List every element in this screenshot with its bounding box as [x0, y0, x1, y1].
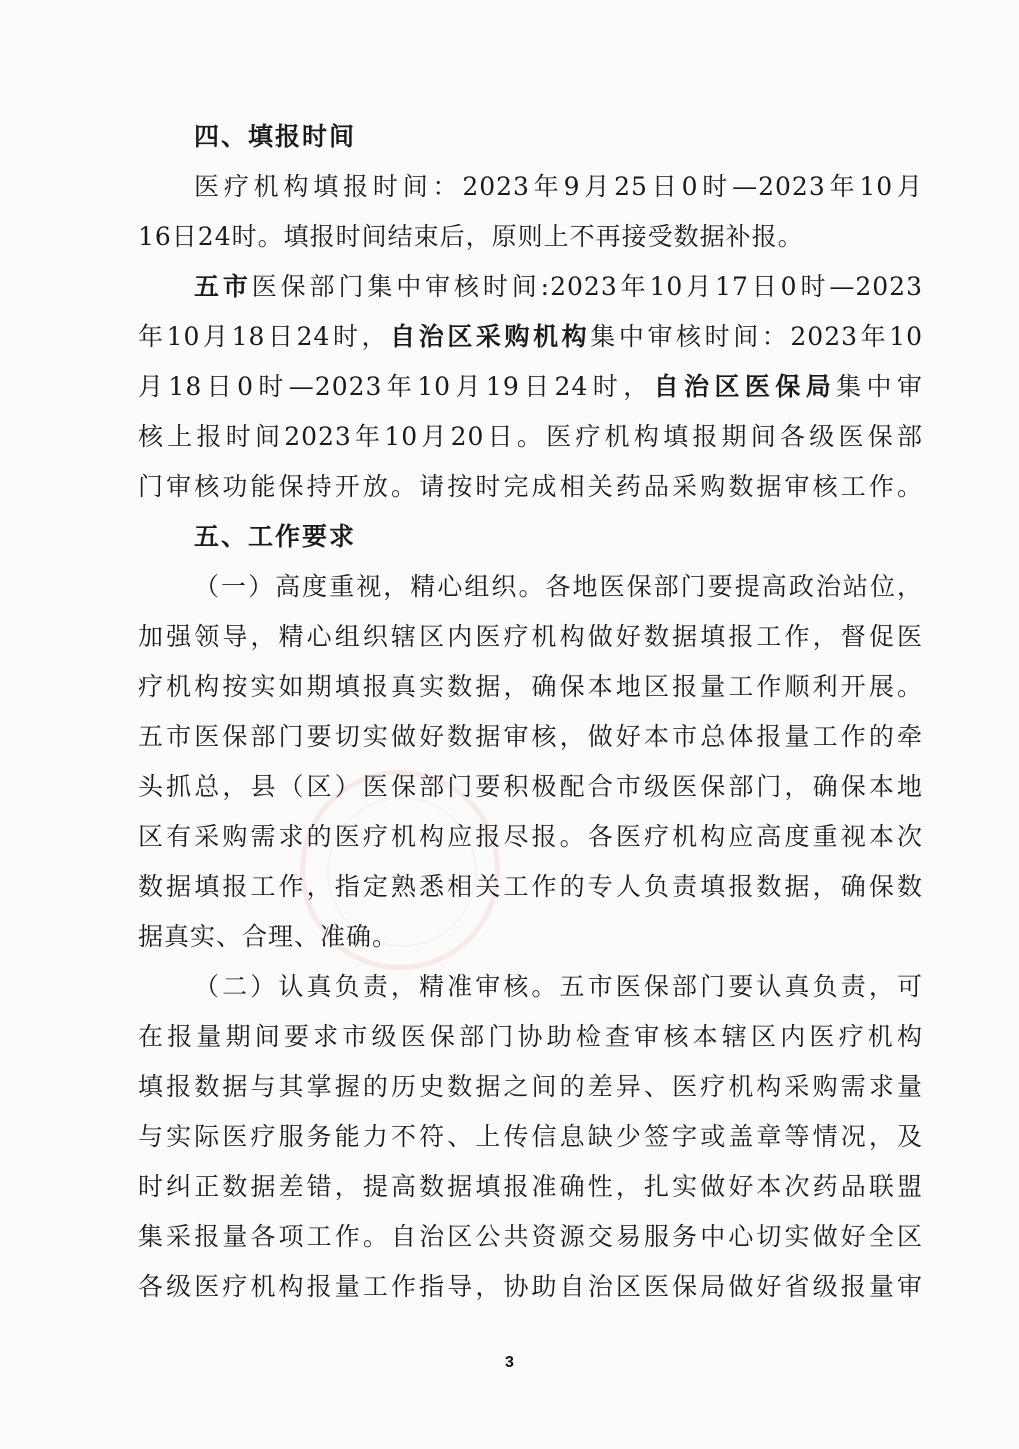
text-line: 在报量期间要求市级医保部门协助检查审核本辖区内医疗机构 [138, 1022, 923, 1051]
text-line: 与实际医疗服务能力不符、上传信息缺少签字或盖章等情况，及 [138, 1122, 923, 1151]
section-heading-filing-time: 四、填报时间 [194, 122, 357, 151]
paragraph-item-2 [138, 962, 923, 1312]
bold-phrase: 自治区医保局 [653, 372, 837, 401]
text-span: 年10月18日24时， [138, 322, 391, 351]
text-span: 集中审 [836, 372, 923, 401]
text-line [138, 262, 923, 312]
paragraph-item-1 [138, 562, 923, 962]
text-line: 据真实、合理、准确。 [138, 922, 399, 951]
section-heading-work-requirements: 五、工作要求 [194, 522, 357, 551]
text-line: 时纠正数据差错，提高数据填报准确性，扎实做好本次药品联盟 [138, 1172, 923, 1201]
text-line: 16日24时。填报时间结束后，原则上不再接受数据补报。 [138, 222, 804, 251]
text-span: 医保部门集中审核时间:2023年10月17日0时—2023 [251, 272, 923, 301]
text-line [138, 312, 923, 362]
text-line: （一）高度重视，精心组织。各地医保部门要提高政治站位， [194, 572, 923, 601]
paragraph-filing-period [138, 162, 923, 262]
text-line: 加强领导，精心组织辖区内医疗机构做好数据填报工作，督促医 [138, 622, 923, 651]
text-span: 集中审核时间：2023年10 [590, 322, 923, 351]
text-line: 五市医保部门要切实做好数据审核，做好本市总体报量工作的牵 [138, 722, 923, 751]
text-line: 填报数据与其掌握的历史数据之间的差异、医疗机构采购需求量 [138, 1072, 923, 1101]
text-line [138, 362, 923, 412]
bold-phrase: 自治区采购机构 [390, 322, 591, 351]
text-line: 医疗机构填报时间：2023年9月25日0时—2023年10月 [194, 172, 923, 201]
text-line: 核上报时间2023年10月20日。医疗机构填报期间各级医保部 [138, 422, 923, 451]
text-line: 门审核功能保持开放。请按时完成相关药品采购数据审核工作。 [138, 472, 923, 501]
document-body [138, 112, 923, 1312]
text-line: 头抓总，县（区）医保部门要积极配合市级医保部门，确保本地 [138, 772, 923, 801]
text-line: 集采报量各项工作。自治区公共资源交易服务中心切实做好全区 [138, 1222, 923, 1251]
text-line: 疗机构按实如期填报真实数据，确保本地区报量工作顺利开展。 [138, 672, 923, 701]
text-line: 各级医疗机构报量工作指导，协助自治区医保局做好省级报量审 [138, 1272, 923, 1301]
text-line: 数据填报工作，指定熟悉相关工作的专人负责填报数据，确保数 [138, 872, 923, 901]
bold-phrase: 五市 [194, 272, 252, 301]
text-span: 月18日0时—2023年10月19日24时， [138, 372, 654, 401]
page-number: 3 [505, 1354, 514, 1371]
text-line: （二）认真负责，精准审核。五市医保部门要认真负责，可 [194, 972, 923, 1001]
paragraph-review-period [138, 262, 923, 512]
text-line: 区有采购需求的医疗机构应报尽报。各医疗机构应高度重视本次 [138, 822, 923, 851]
